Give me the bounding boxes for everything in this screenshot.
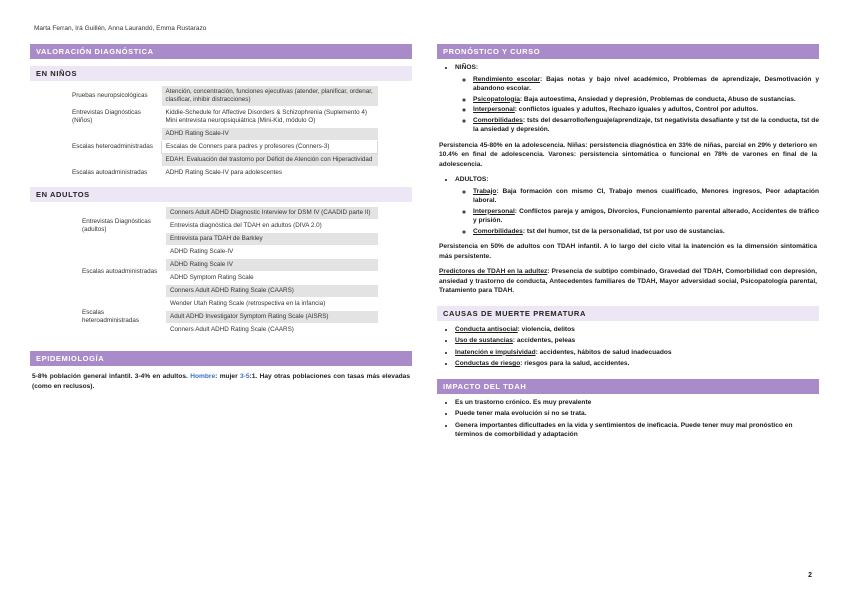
persistencia-adultos: Persistencia en 50% de adultos con TDAH infantil. A lo largo del ciclo vital la inatención es la dimensión sintomática más persistente.	[439, 243, 817, 260]
item-term: Inatención e impulsividad	[455, 348, 536, 356]
ninos-table	[68, 86, 378, 180]
list-item	[455, 359, 819, 369]
row-label: Entrevistas Diagnósticas (Niños)	[68, 107, 162, 128]
adultos-table	[78, 207, 378, 337]
adultos-subheader: EN ADULTOS	[30, 187, 412, 202]
list-item: • Genera importantes dificultades en la vida y sentimientos de ineficacia. Puede tener muy mal pronóstico en términos de comorbilidad y adaptación	[455, 421, 819, 440]
row-value: ADHD Rating Scale-IV	[162, 128, 378, 141]
row-value: Adult ADHD Investigator Symptom Rating Scale (AISRS)	[166, 311, 378, 324]
causas-list	[437, 325, 819, 369]
row-label: Escalas heteroadministradas	[68, 128, 162, 167]
item-term: Uso de sustancias	[455, 337, 513, 344]
list-item: • Es un trastorno crónico. Es muy prevalente	[455, 398, 819, 408]
row-value: Entrevista para TDAH de Barkley	[166, 233, 378, 246]
row-label: Entrevistas Diagnósticas (adultos)	[78, 207, 166, 246]
epi-text: : mujer	[215, 373, 238, 380]
list-item	[455, 63, 819, 135]
predictores-body: : Presencia de subtipo combinado, Gravedad del TDAH, Comorbilidad con depresión, ansiedad y trastorno de conducta, Antecedentes familiares de TDAH, Mayor adversidad social, Psicopatología parental, Tratamiento para TDAH.	[439, 268, 817, 294]
list-item	[473, 116, 819, 135]
list-item	[455, 348, 819, 358]
impacto-header: IMPACTO DEL TDAH	[437, 379, 819, 394]
list-item	[455, 336, 819, 346]
row-value: Wender Utah Rating Scale (retrospectiva en la infancia)	[166, 298, 378, 311]
item-term: Trabajo	[473, 187, 497, 195]
pronostico-header: PRONÓSTICO Y CURSO	[437, 44, 819, 59]
row-value-line: Mini entrevista neuropsiquiátrica (Mini-Kid, módulo O)	[165, 117, 316, 124]
row-label: Pruebas neuropsicológicas	[68, 86, 162, 107]
adultos-list	[437, 175, 819, 236]
item-text: : conflictos iguales y adultos, Rechazo iguales y adultos, Control por adultos.	[514, 106, 759, 113]
item-term: Comorbilidades	[473, 227, 523, 235]
row-label: Escalas heteroadministradas	[78, 298, 166, 337]
item-term: Rendimiento escolar	[473, 75, 540, 83]
item-term: Conducta antisocial	[455, 325, 518, 333]
left-column	[30, 44, 412, 397]
row-value: Atención, concentración, funciones ejecutivas (atender, planificar, ordenar, clasificar, inhibir distracciones)	[162, 86, 378, 107]
row-value	[162, 107, 378, 128]
row-value: Conners Adult ADHD Rating Scale (CAARS)	[166, 285, 378, 298]
predictores-term: Predictores de TDAH en la adultez	[439, 268, 548, 275]
item-text: : tsts del desarrollo/lenguaje/aprendizaje, tst negativista desafiante y tst de la conducta, tst de la ansiedad y depresión.	[473, 116, 819, 133]
ninos-sublist	[455, 75, 819, 135]
valoracion-header: VALORACIÓN DIAGNÓSTICA	[30, 44, 412, 59]
item-text: : Conflictos pareja y amigos, Divorcios, Funcionamiento parental alterado, Accidentes de tráfico y prisión.	[473, 207, 819, 224]
item-text: : Baja formación con mismo CI, Trabajo menos cualificado, Menores ingresos, Peor adaptación laboral.	[473, 187, 819, 204]
item-text: : riesgos para la salud, accidentes.	[520, 360, 630, 367]
item-text: : accidentes, hábitos de salud inadecuados	[535, 348, 672, 356]
list-item: • Puede tener mala evolución si no se trata.	[455, 409, 819, 419]
item-term: Conductas de riesgo	[455, 360, 521, 367]
epidemiologia-text	[32, 372, 410, 391]
causas-header: CAUSAS DE MUERTE PREMATURA	[437, 306, 819, 321]
item-text: : accidentes, peleas	[512, 337, 576, 344]
predictores-text	[439, 267, 817, 296]
right-column	[437, 44, 819, 444]
item-term: Psicopatología	[473, 95, 520, 103]
adultos-label: ADULTOS:	[455, 176, 489, 183]
persistencia-ninos: Persistencia 45-80% en la adolescencia. Niñas: persistencia diagnóstica en 33% de niñas, parcial en 29% y deterioro en 10.4% en final de adolescencia. Varones: persistencia sintomática o funcional en 78% de varones en final de la adolescencia.	[439, 141, 817, 168]
row-label: Escalas autoadministradas	[78, 246, 166, 298]
authors-line: Marta Ferran, Irá Guillén, Anna Laurandó, Emma Rustarazo	[34, 25, 207, 32]
item-term: Interpersonal	[473, 207, 515, 215]
row-value: EDAH. Evaluación del trastorno por Déficit de Atención con Hiperactividad	[162, 154, 378, 167]
ninos-subheader: EN NIÑOS	[30, 66, 412, 81]
item-term: Comorbilidades	[473, 116, 523, 124]
row-label: Escalas autoadministradas	[68, 167, 162, 180]
list-item	[473, 227, 819, 237]
list-item	[473, 105, 819, 115]
list-item	[473, 207, 819, 226]
ninos-list	[437, 63, 819, 135]
row-value: Entrevista diagnóstica del TDAH en adultos (DIVA 2.0)	[166, 220, 378, 233]
ninos-label: NIÑOS:	[455, 64, 479, 71]
list-item	[455, 325, 819, 335]
row-value: ADHD Symptom Rating Scale	[166, 272, 378, 285]
item-text: : Baja autoestima, Ansiedad y depresión, Problemas de conducta, Abuso de sustancias.	[519, 95, 796, 103]
item-text: : Bajas notas y bajo nivel académico, Problemas de aprendizaje, Desmotivación y abandono escolar.	[473, 75, 819, 92]
row-value: Conners Adult ADHD Rating Scale (CAARS)	[166, 324, 378, 337]
row-value: ADHD Rating Scale-IV para adolescentes	[162, 167, 378, 180]
page-number: 2	[808, 572, 812, 579]
row-value: ADHD Rating Scale-IV	[166, 246, 378, 259]
row-value: ADHD Rating Scale IV	[166, 259, 378, 272]
list-item	[473, 187, 819, 206]
epi-text: 5-8% población general infantil. 3-4% en adultos.	[32, 373, 188, 380]
adultos-sublist	[455, 187, 819, 237]
item-term: Interpersonal	[473, 106, 515, 113]
epidemiologia-header: EPIDEMIOLOGÍA	[30, 351, 412, 366]
epi-text: :1. Hay otras poblaciones con tasas más elevadas (como en reclusos).	[32, 373, 410, 390]
row-value: Conners Adult ADHD Diagnostic Interview for DSM IV (CAADID parte II)	[166, 207, 378, 220]
list-item	[455, 175, 819, 236]
epi-ratio: 3-5	[240, 373, 250, 380]
list-item	[473, 75, 819, 94]
impacto-list	[437, 398, 819, 440]
row-value-line: Kiddie-Schedule for Affective Disorders & Schizophrenia (Suplemento 4)	[165, 109, 367, 116]
item-text: : violencia, delitos	[517, 325, 575, 333]
epi-hombre: Hombre	[190, 373, 216, 380]
item-text: : tst del humor, tst de la personalidad, tst por uso de sustancias.	[522, 227, 725, 235]
row-value: Escalas de Conners para padres y profesores (Conners-3)	[162, 141, 378, 154]
list-item	[473, 95, 819, 105]
